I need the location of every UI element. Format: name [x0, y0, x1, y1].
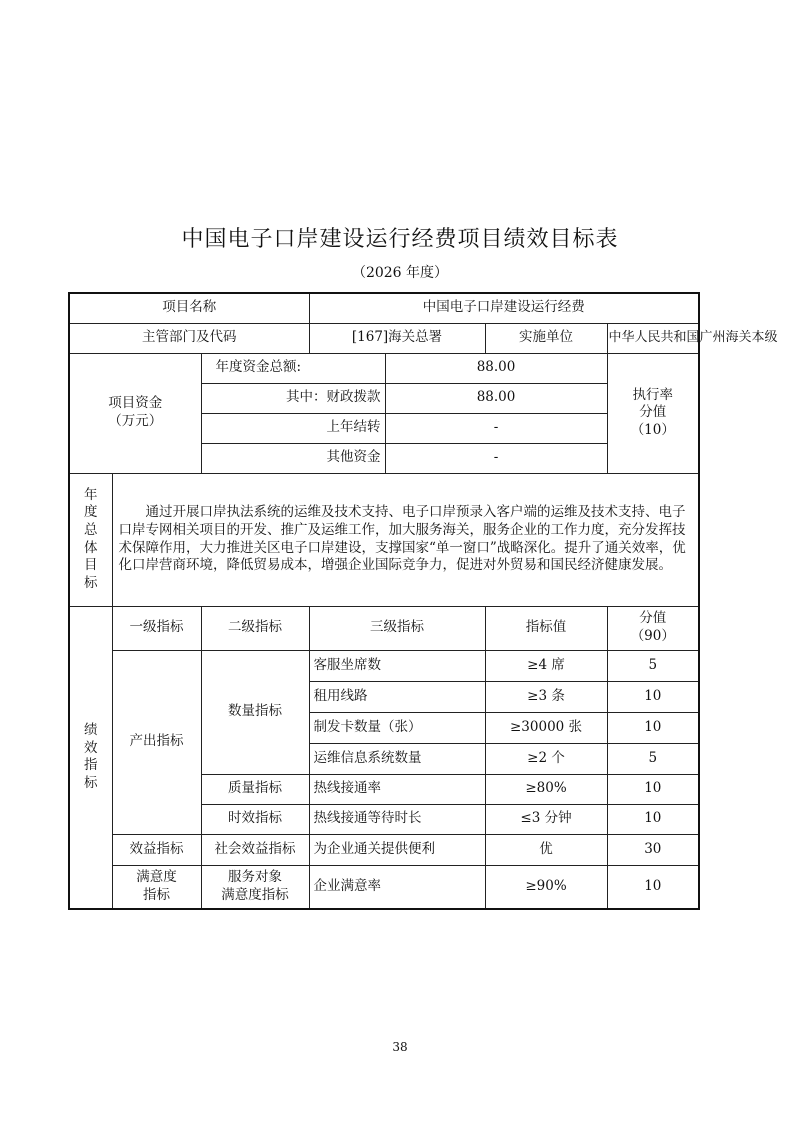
- indicator-score: 5: [607, 650, 699, 681]
- indicator-name: 租用线路: [309, 681, 485, 712]
- header-score: [607, 606, 699, 650]
- header-score-line2: （90）: [630, 628, 675, 644]
- page-number: 38: [392, 1040, 408, 1054]
- goal-label-char: 标: [84, 574, 98, 591]
- header-value: 指标值: [485, 606, 607, 650]
- goal-label-char: 度: [84, 504, 98, 521]
- funds-label-line1: 项目资金: [108, 395, 163, 412]
- carryover-label: 上年结转: [201, 413, 385, 443]
- goal-label-char: 总: [84, 521, 98, 538]
- indicator-score: 10: [607, 681, 699, 712]
- output-indicator-label: 产出指标: [112, 650, 201, 834]
- satisfaction-l1-line2: 指标: [143, 886, 170, 903]
- indicator-name: 热线接通率: [309, 774, 485, 804]
- indicator-score: 10: [607, 774, 699, 804]
- execution-rate-score: [607, 353, 699, 473]
- exec-line1: 执行率: [632, 386, 674, 403]
- indicator-value: ≤3 分钟: [485, 804, 607, 834]
- satisfaction-l2-line1: 服务对象: [228, 869, 283, 886]
- indicators-label-char: 标: [84, 774, 98, 791]
- document-title: 中国电子口岸建设运行经费项目绩效目标表: [181, 227, 619, 252]
- indicator-value: ≥3 条: [485, 681, 607, 712]
- total-funds-value: 88.00: [385, 353, 607, 383]
- indicator-score: 30: [607, 834, 699, 865]
- project-name-label: 项目名称: [69, 293, 309, 323]
- indicator-name: 运维信息系统数量: [309, 743, 485, 774]
- indicator-name: 制发卡数量（张）: [309, 712, 485, 743]
- project-name-value: 中国电子口岸建设运行经费: [309, 293, 699, 323]
- goal-label-char: 年: [84, 486, 98, 503]
- indicators-label-char: 效: [84, 739, 98, 756]
- indicator-name: 为企业通关提供便利: [309, 834, 485, 865]
- indicator-score: 10: [607, 712, 699, 743]
- indicator-value: ≥4 席: [485, 650, 607, 681]
- header-level3: 三级指标: [309, 606, 485, 650]
- satisfaction-indicator-label: [112, 865, 201, 909]
- performance-table: [68, 292, 778, 910]
- satisfaction-l2-line2: 满意度指标: [221, 886, 289, 903]
- carryover-value: -: [385, 413, 607, 443]
- header-level1: 一级指标: [112, 606, 201, 650]
- total-funds-label: 年度资金总额:: [201, 353, 385, 383]
- indicator-value: 优: [485, 834, 607, 865]
- funds-label-line2: （万元）: [108, 413, 163, 429]
- indicators-label-char: 绩: [84, 722, 98, 739]
- indicator-value: ≥80%: [485, 774, 607, 804]
- indicator-score: 5: [607, 743, 699, 774]
- goal-label-char: 目: [84, 557, 98, 574]
- indicators-label-char: 指: [84, 757, 98, 774]
- goal-label-char: 体: [84, 539, 98, 556]
- indicator-score: 10: [607, 804, 699, 834]
- fiscal-funds-label: 其中：财政拨款: [201, 383, 385, 413]
- goal-text: 通过开展口岸执法系统的运维及技术支持、电子口岸预录入客户端的运维及技术支持、电子口岸专网相关项目的开发、推广及运维工作，加大服务海关，服务企业的工作力度，充分发挥技术保障作用，大力推进关区电子口岸建设，支撑国家“单一窗口”战略深化。提升了通关效率，优化口岸营商环境，降低贸易成本，增强企业国际竞争力，促进对外贸易和国民经济健康发展。: [112, 473, 699, 606]
- exec-line3: （10）: [630, 421, 675, 438]
- exec-line2: 分值: [639, 404, 667, 421]
- indicator-value: ≥2 个: [485, 743, 607, 774]
- indicators-section-label: [69, 606, 112, 909]
- goal-label: [69, 473, 112, 606]
- funds-label: [69, 353, 201, 473]
- unit-value: 中华人民共和国广州海关本级: [607, 323, 699, 353]
- service-satisfaction-label: [201, 865, 309, 909]
- benefit-indicator-label: 效益指标: [112, 834, 201, 865]
- other-funds-label: 其他资金: [201, 443, 385, 473]
- indicator-name: 热线接通等待时长: [309, 804, 485, 834]
- dept-label: 主管部门及代码: [69, 323, 309, 353]
- header-level2: 二级指标: [201, 606, 309, 650]
- indicator-value: ≥30000 张: [485, 712, 607, 743]
- satisfaction-l1-line1: 满意度: [136, 869, 177, 886]
- indicator-value: ≥90%: [485, 865, 607, 909]
- timeliness-indicator-label: 时效指标: [201, 804, 309, 834]
- dept-value: [167]海关总署: [309, 323, 485, 353]
- indicator-name: 客服坐席数: [309, 650, 485, 681]
- quantity-indicator-label: 数量指标: [201, 650, 309, 774]
- other-funds-value: -: [385, 443, 607, 473]
- indicator-name: 企业满意率: [309, 865, 485, 909]
- document-year: （2026 年度）: [351, 265, 449, 281]
- fiscal-funds-value: 88.00: [385, 383, 607, 413]
- quality-indicator-label: 质量指标: [201, 774, 309, 804]
- indicator-score: 10: [607, 865, 699, 909]
- unit-label: 实施单位: [485, 323, 607, 353]
- header-score-line1: 分值: [639, 610, 667, 627]
- social-benefit-label: 社会效益指标: [201, 834, 309, 865]
